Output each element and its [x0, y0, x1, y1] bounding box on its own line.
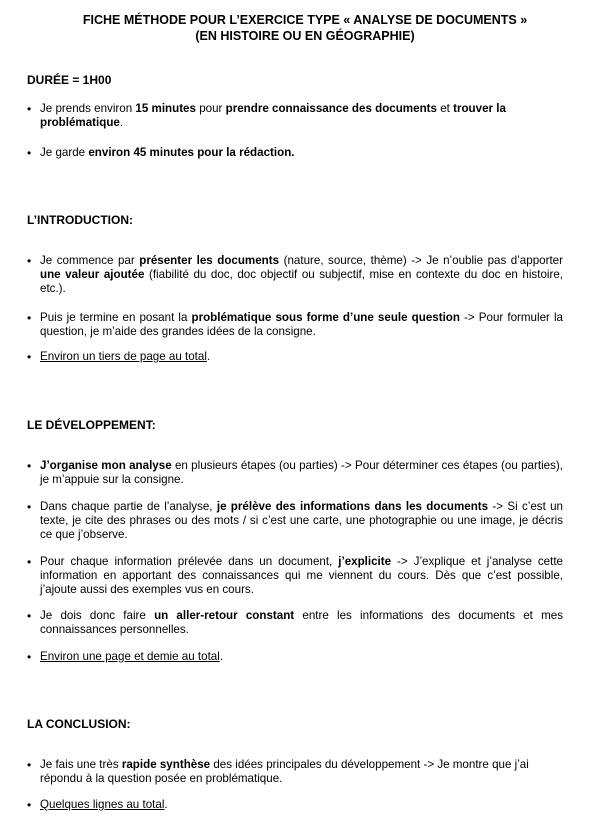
text-run: .: [164, 798, 168, 811]
list-item: [27, 555, 563, 597]
title-line-1: FICHE MÉTHODE POUR L’EXERCICE TYPE « ANALYSE DE DOCUMENTS »: [82, 13, 528, 27]
text-bold: environ 45 minutes pour la rédaction.: [88, 146, 295, 159]
text-bold: 15 minutes: [135, 102, 196, 115]
bullet: •: [27, 650, 32, 664]
text-bold: rapide synthèse: [121, 758, 211, 771]
list-item: [27, 350, 563, 364]
list-item: [27, 311, 563, 339]
text-bold: un aller-retour constant: [154, 609, 295, 622]
bullet: •: [27, 350, 32, 364]
text-bold: je prélève des informations dans les documents: [216, 500, 489, 513]
document-title: [0, 12, 610, 44]
bullet: •: [27, 500, 32, 514]
list-item: [27, 146, 563, 160]
list-item: [27, 798, 563, 812]
item-text: [40, 609, 563, 637]
text-bold: présenter les documents: [139, 254, 280, 267]
section-heading-developpement: LE DÉVELOPPEMENT:: [27, 418, 156, 432]
list-item: [27, 650, 563, 664]
list-item: [27, 758, 563, 786]
text-run: -> Si c’est un texte, je cite des phrases ou des mots / si c’est une carte, une photographie ou une image, je décris ce que j’observe.: [40, 500, 563, 541]
text-run: entre les informations des documents et mes connaissances personnelles.: [40, 609, 564, 636]
title-line-2: (EN HISTOIRE OU EN GÉOGRAPHIE): [195, 29, 415, 43]
bullet: •: [27, 146, 32, 160]
text-run: Je dois donc faire: [40, 609, 155, 622]
list-item: [27, 254, 563, 296]
item-text: [40, 758, 563, 786]
text-bold: une valeur ajoutée: [40, 268, 145, 281]
item-text: [40, 146, 563, 160]
text-run: .: [206, 350, 211, 363]
item-text: [40, 311, 563, 339]
list-item: [27, 609, 563, 637]
text-bold: J’organise mon analyse: [40, 459, 172, 472]
text-run: .: [219, 650, 224, 663]
text-run: et: [436, 102, 454, 115]
bullet: •: [27, 254, 32, 268]
text-run: (fiabilité du doc, doc objectif ou subjectif, mise en contexte du doc en histoire, etc.).: [40, 268, 563, 295]
item-text: [40, 555, 563, 597]
text-bold: trouver la problématique: [40, 102, 506, 129]
section-heading-duree: DURÉE = 1H00: [27, 73, 112, 87]
text-run: Je prends environ: [40, 102, 136, 115]
text-run: des idées principales du développement -> Je montre que j’ai répondu à la question posée en problématique.: [40, 758, 529, 785]
text-run: -> Pour formuler la question, je m’aide des grandes idées de la consigne.: [40, 311, 563, 338]
text-run: Puis je termine en posant la: [40, 311, 192, 324]
list-item: [27, 500, 563, 542]
bullet: •: [27, 459, 32, 473]
text-run: en plusieurs étapes (ou parties) -> Pour déterminer ces étapes (ou parties), je m’appuie sur la consigne.: [40, 459, 563, 486]
text-run: -> J’explique et j’analyse cette information en apportant des connaissances qui me viennent du cours. Dès que c’est possible, j’ajoute aussi des exemples vus en cours.: [40, 555, 563, 596]
bullet: •: [27, 555, 32, 569]
item-text: [40, 102, 563, 130]
text-bold: prendre connaissance des documents: [225, 102, 437, 115]
section-heading-conclusion: LA CONCLUSION:: [27, 717, 131, 731]
text-run: Je commence par: [40, 254, 140, 267]
text-run: Pour chaque information prélevée dans un document,: [40, 555, 339, 568]
list-item: [27, 102, 563, 130]
text-run: Dans chaque partie de l’analyse,: [40, 500, 217, 513]
bullet: •: [27, 609, 32, 623]
item-text: [40, 459, 563, 487]
text-underlined: Quelques lignes au total: [40, 798, 165, 811]
text-run: .: [119, 116, 124, 129]
item-text: [40, 350, 563, 364]
text-run: pour: [195, 102, 226, 115]
text-bold: j’explicite: [338, 555, 392, 568]
text-underlined: Environ un tiers de page au total: [40, 350, 207, 363]
item-text: [40, 500, 563, 542]
text-run: Je garde: [40, 146, 89, 159]
item-text: [40, 254, 563, 296]
bullet: •: [27, 798, 32, 812]
item-text: [40, 798, 563, 812]
text-underlined: Environ une page et demie au total: [40, 650, 220, 663]
item-text: [40, 650, 563, 664]
bullet: •: [27, 311, 32, 325]
bullet: •: [27, 102, 32, 116]
section-heading-introduction: L’INTRODUCTION:: [27, 213, 133, 227]
text-run: Je fais une très: [40, 758, 122, 771]
bullet: •: [27, 758, 32, 772]
text-bold: problématique sous forme d’une seule question: [191, 311, 460, 324]
list-item: [27, 459, 563, 487]
text-run: (nature, source, thème) -> Je n’oublie pas d’apporter: [279, 254, 563, 267]
